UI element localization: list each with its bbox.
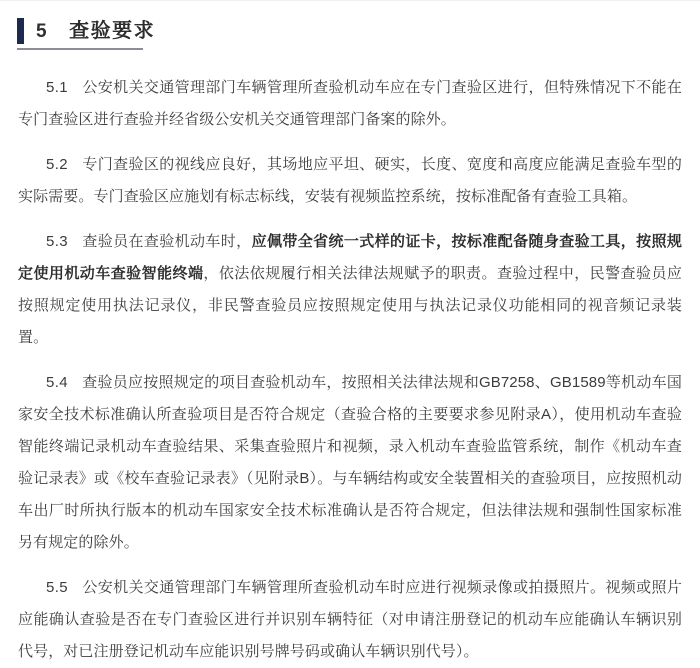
paragraph-text-lead: 查验员在查验机动车时，: [82, 233, 252, 250]
document-body: [18, 72, 682, 668]
page-top-divider: [0, 0, 700, 1]
paragraph-5-3: [18, 226, 682, 354]
paragraph-number: 5.4: [46, 374, 69, 391]
paragraph-number: 5.1: [46, 79, 69, 96]
paragraph-text: 专门查验区的视线应良好，其场地应平坦、硬实，长度、宽度和高度应能满足查验车型的实际需要。专门查验区应施划有标志标线，安装有视频监控系统，按标准配备有查验工具箱。: [18, 156, 682, 205]
paragraph-5-5: [18, 572, 682, 668]
paragraph-text: 公安机关交通管理部门车辆管理所查验机动车时应进行视频录像或拍摄照片。视频或照片应能确认查验是否在专门查验区进行并识别车辆特征（对申请注册登记的机动车应能确认车辆识别代号，对已注册登记机动车应能识别号牌号码或确认车辆识别代号）。: [18, 579, 682, 660]
paragraph-text-emphasis: 应佩带全省统一式样的证卡，按标准配备随身查验工具，按照规定使用机动车查验智能终端: [18, 233, 682, 282]
section-number: 5: [36, 20, 48, 42]
paragraph-5-4: [18, 367, 682, 559]
section-underline: [17, 48, 143, 50]
paragraph-number: 5.5: [46, 579, 69, 596]
paragraph-5-1: [18, 72, 682, 136]
paragraph-number: 5.3: [46, 233, 69, 250]
section-accent-bar: [17, 18, 24, 44]
section-heading: [17, 16, 155, 46]
paragraph-number: 5.2: [46, 156, 69, 173]
paragraph-5-2: [18, 149, 682, 213]
paragraph-text: 公安机关交通管理部门车辆管理所查验机动车应在专门查验区进行，但特殊情况下不能在专门查验区进行查验并经省级公安机关交通管理部门备案的除外。: [18, 79, 682, 128]
section-title: 查验要求: [69, 20, 156, 42]
paragraph-text: 查验员应按照规定的项目查验机动车，按照相关法律法规和GB7258、GB1589等机动车国家安全技术标准确认所查验项目是否符合规定（查验合格的主要要求参见附录A），使用机动车查验智能终端记录机动车查验结果、采集查验照片和视频，录入机动车查验监管系统，制作《机动车查验记录表》或《校车查验记录表》（见附录B）。与车辆结构或安全装置相关的查验项目，应按照机动车出厂时所执行版本的机动车国家安全技术标准确认是否符合规定，但法律法规和强制性国家标准另有规定的除外。: [18, 374, 682, 551]
paragraph-text-tail: ，依法依规履行相关法律法规赋予的职责。查验过程中，民警查验员应按照规定使用执法记录仪，非民警查验员应按照规定使用与执法记录仪功能相同的视音频记录装置。: [18, 265, 683, 346]
